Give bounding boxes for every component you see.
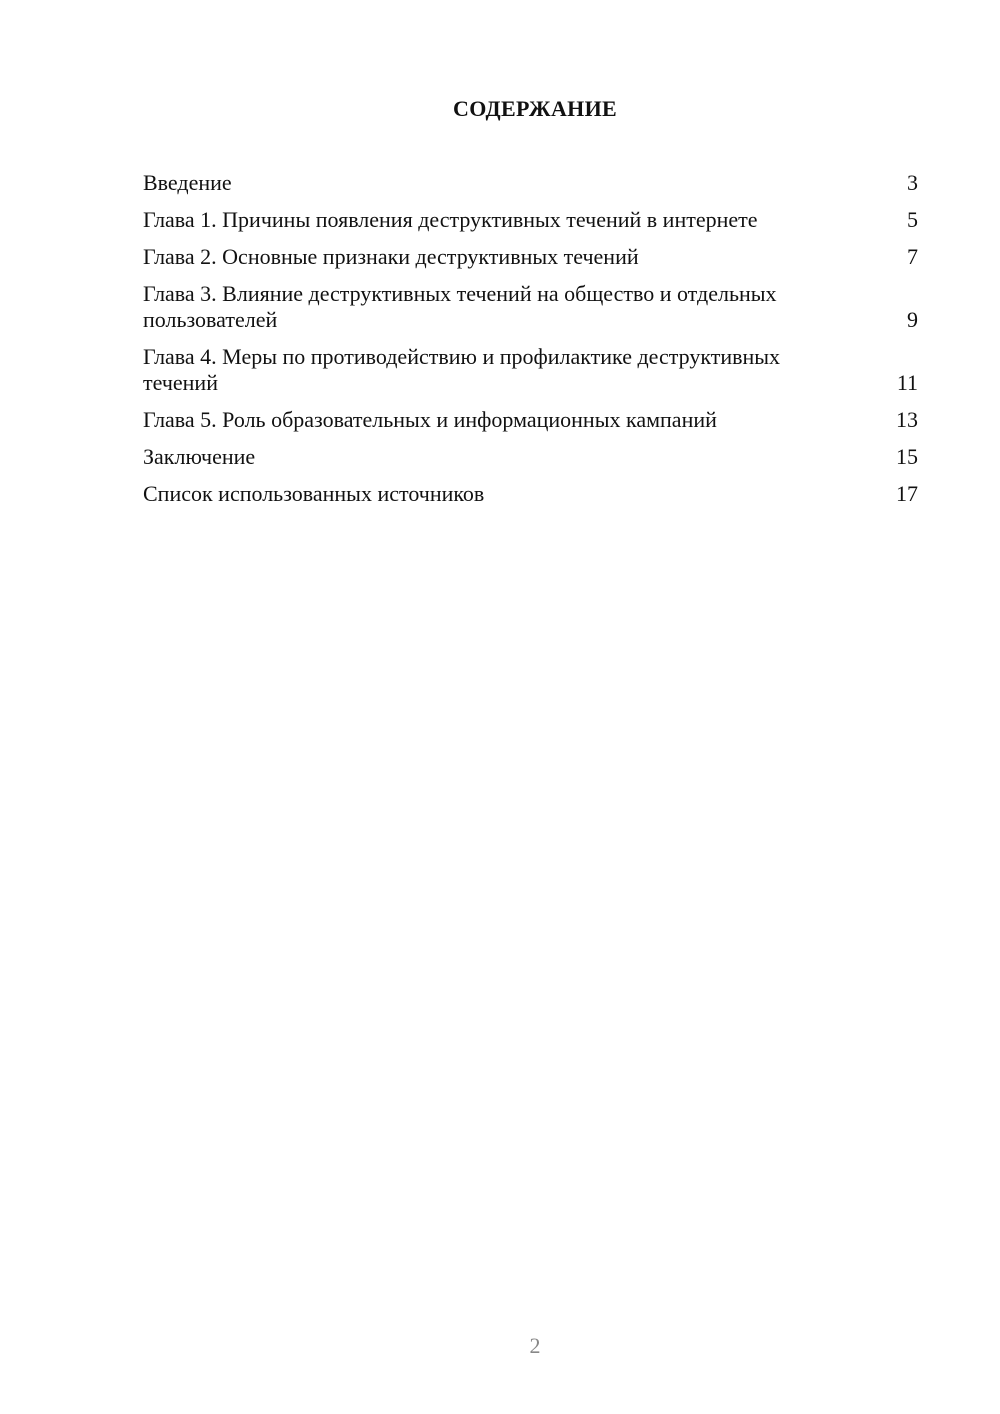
toc-entry-chapter-4 (143, 344, 918, 396)
toc-entry-text: Заключение (143, 444, 256, 469)
toc-entry-page: 13 (896, 407, 918, 432)
toc-entry-page: 11 (896, 370, 918, 395)
toc-entry-introduction (143, 170, 918, 196)
toc-entry-chapter-3 (143, 281, 918, 333)
table-of-contents (143, 170, 918, 518)
toc-entry-text: Введение (143, 170, 232, 195)
page-title: СОДЕРЖАНИЕ (453, 96, 617, 121)
toc-entry-page: 5 (907, 207, 918, 232)
toc-entry-page: 15 (896, 444, 918, 469)
toc-entry-page: 7 (907, 244, 918, 269)
toc-entry-text: Глава 3. Влияние деструктивных течений на общество и отдельных пользователей (143, 281, 777, 332)
toc-entry-references (143, 481, 918, 507)
toc-entry-page: 9 (907, 307, 918, 332)
toc-entry-conclusion (143, 444, 918, 470)
toc-entry-text: Список использованных источников (143, 481, 485, 506)
toc-entry-text: Глава 1. Причины появления деструктивных течений в интернете (143, 207, 758, 232)
toc-entry-chapter-2 (143, 244, 918, 270)
toc-entry-text: Глава 4. Меры по противодействию и профилактике деструктивных течений (143, 344, 781, 395)
toc-entry-chapter-1 (143, 207, 918, 233)
toc-entry-page: 3 (907, 170, 918, 195)
toc-entry-page: 17 (896, 481, 918, 506)
toc-entry-chapter-5 (143, 407, 918, 433)
page-number: 2 (529, 1333, 541, 1358)
toc-entry-text: Глава 2. Основные признаки деструктивных течений (143, 244, 639, 269)
toc-entry-text: Глава 5. Роль образовательных и информационных кампаний (143, 407, 717, 432)
